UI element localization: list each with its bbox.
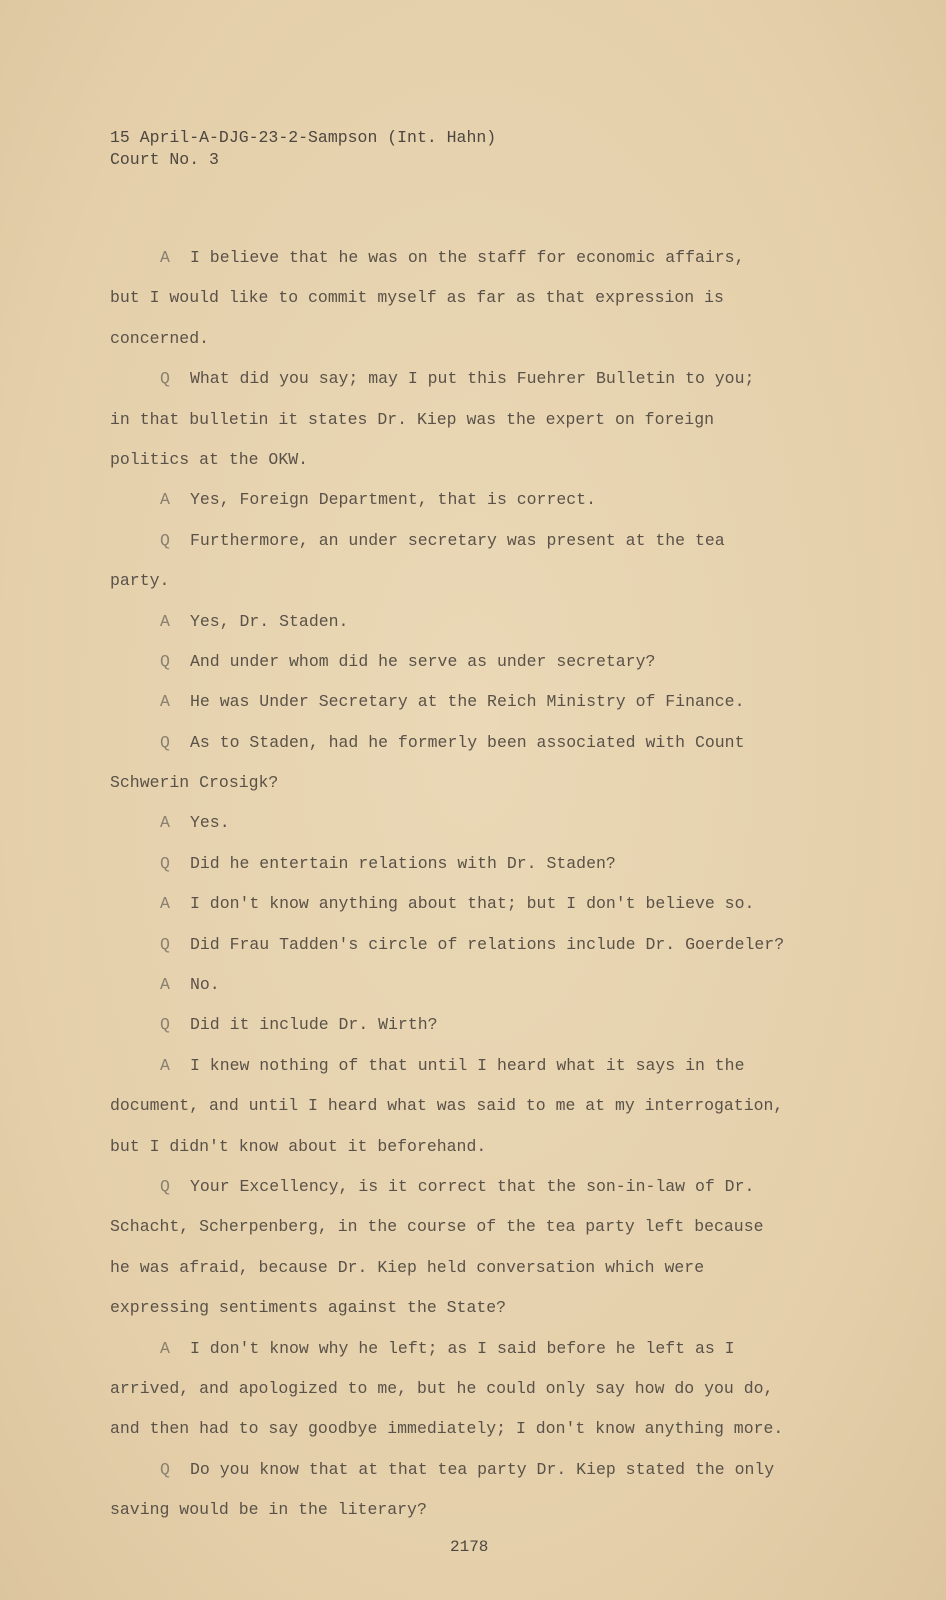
line-text: Did it include Dr. Wirth? (190, 1015, 438, 1035)
text-line (110, 521, 830, 561)
line-text: Furthermore, an under secretary was present at the tea (190, 530, 725, 550)
text-line (110, 1207, 830, 1247)
text-line (110, 884, 830, 924)
line-text: saving would be in the literary? (110, 1500, 427, 1520)
line-text: No. (190, 975, 220, 995)
answer-paragraph (110, 238, 830, 359)
line-text: As to Staden, had he formerly been associated with Count (190, 732, 745, 752)
text-line (110, 1127, 830, 1167)
speaker-marker: Q (160, 1015, 170, 1035)
text-line (110, 925, 830, 965)
speaker-marker: Q (160, 732, 170, 752)
speaker-marker: A (160, 894, 170, 914)
line-text: Schwerin Crosigk? (110, 773, 279, 793)
question-paragraph (110, 1167, 830, 1329)
text-line (110, 1005, 830, 1045)
text-line (110, 803, 830, 843)
line-text: but I would like to commit myself as far as that expression is (110, 288, 724, 308)
speaker-marker: Q (160, 1176, 170, 1196)
text-line (110, 1046, 830, 1086)
line-text: party. (110, 571, 170, 591)
line-text: concerned. (110, 328, 210, 348)
text-line (110, 1086, 830, 1126)
text-line (110, 480, 830, 520)
text-line (110, 642, 830, 682)
speaker-marker: Q (160, 1459, 170, 1479)
speaker-marker: A (160, 975, 170, 995)
text-line (110, 1248, 830, 1288)
line-text: Schacht, Scherpenberg, in the course of the tea party left because (110, 1217, 764, 1237)
answer-paragraph (110, 480, 830, 520)
question-paragraph (110, 359, 830, 480)
speaker-marker: Q (160, 853, 170, 873)
answer-paragraph (110, 682, 830, 722)
transcript-body (110, 238, 830, 1531)
line-text: but I didn't know about it beforehand. (110, 1136, 487, 1156)
answer-paragraph (110, 803, 830, 843)
line-text: Yes, Dr. Staden. (190, 611, 349, 631)
text-line (110, 319, 830, 359)
line-text: expressing sentiments against the State? (110, 1298, 507, 1318)
line-text: politics at the OKW. (110, 449, 309, 469)
speaker-marker: Q (160, 369, 170, 389)
line-text: I knew nothing of that until I heard what it says in the (190, 1055, 745, 1075)
header-court-line: Court No. 3 (110, 150, 219, 169)
line-text: Your Excellency, is it correct that the son-in-law of Dr. (190, 1176, 755, 1196)
line-text: And under whom did he serve as under secretary? (190, 651, 656, 671)
text-line (110, 1329, 830, 1369)
answer-paragraph (110, 1329, 830, 1450)
text-line (110, 561, 830, 601)
text-line (110, 1369, 830, 1409)
speaker-marker: A (160, 248, 170, 267)
line-text: in that bulletin it states Dr. Kiep was the expert on foreign (110, 409, 714, 429)
text-line (110, 440, 830, 480)
page-number: 2178 (450, 1538, 489, 1556)
line-text: What did you say; may I put this Fuehrer Bulletin to you; (190, 369, 755, 389)
text-line (110, 1450, 830, 1490)
line-text: arrived, and apologized to me, but he could only say how do you do, (110, 1378, 774, 1398)
answer-paragraph (110, 965, 830, 1005)
text-line (110, 400, 830, 440)
line-text: and then had to say goodbye immediately; I don't know anything more. (110, 1419, 784, 1439)
speaker-marker: A (160, 1338, 170, 1358)
text-line (110, 1490, 830, 1530)
answer-paragraph (110, 602, 830, 642)
answer-paragraph (110, 884, 830, 924)
speaker-marker: A (160, 1055, 170, 1075)
speaker-marker: A (160, 490, 170, 510)
question-paragraph (110, 642, 830, 682)
question-paragraph (110, 844, 830, 884)
text-line (110, 602, 830, 642)
line-text: I don't know why he left; as I said before he left as I (190, 1338, 735, 1358)
speaker-marker: A (160, 813, 170, 833)
text-line (110, 1409, 830, 1449)
speaker-marker: A (160, 611, 170, 631)
text-line (110, 723, 830, 763)
text-line (110, 359, 830, 399)
text-line (110, 238, 830, 278)
line-text: Did he entertain relations with Dr. Staden? (190, 853, 616, 873)
line-text: I don't know anything about that; but I don't believe so. (190, 894, 755, 914)
document-header (110, 127, 496, 171)
question-paragraph (110, 521, 830, 602)
speaker-marker: Q (160, 530, 170, 550)
speaker-marker: Q (160, 651, 170, 671)
question-paragraph (110, 1450, 830, 1531)
speaker-marker: A (160, 692, 170, 712)
line-text: Yes, Foreign Department, that is correct. (190, 490, 596, 510)
question-paragraph (110, 723, 830, 804)
text-line (110, 1167, 830, 1207)
line-text: He was Under Secretary at the Reich Ministry of Finance. (190, 692, 745, 712)
line-text: I believe that he was on the staff for economic affairs, (190, 248, 745, 267)
line-text: Do you know that at that tea party Dr. Kiep stated the only (190, 1459, 775, 1479)
line-text: Yes. (190, 813, 230, 833)
question-paragraph (110, 925, 830, 965)
question-paragraph (110, 1005, 830, 1045)
line-text: he was afraid, because Dr. Kiep held conversation which were (110, 1257, 705, 1277)
line-text: document, and until I heard what was said to me at my interrogation, (110, 1096, 784, 1116)
header-session-line: 15 April-A-DJG-23-2-Sampson (Int. Hahn) (110, 128, 497, 147)
text-line (110, 682, 830, 722)
text-line (110, 1288, 830, 1328)
answer-paragraph (110, 1046, 830, 1167)
speaker-marker: Q (160, 934, 170, 954)
text-line (110, 844, 830, 884)
text-line (110, 763, 830, 803)
text-line (110, 965, 830, 1005)
text-line (110, 278, 830, 318)
line-text: Did Frau Tadden's circle of relations include Dr. Goerdeler? (190, 934, 785, 954)
